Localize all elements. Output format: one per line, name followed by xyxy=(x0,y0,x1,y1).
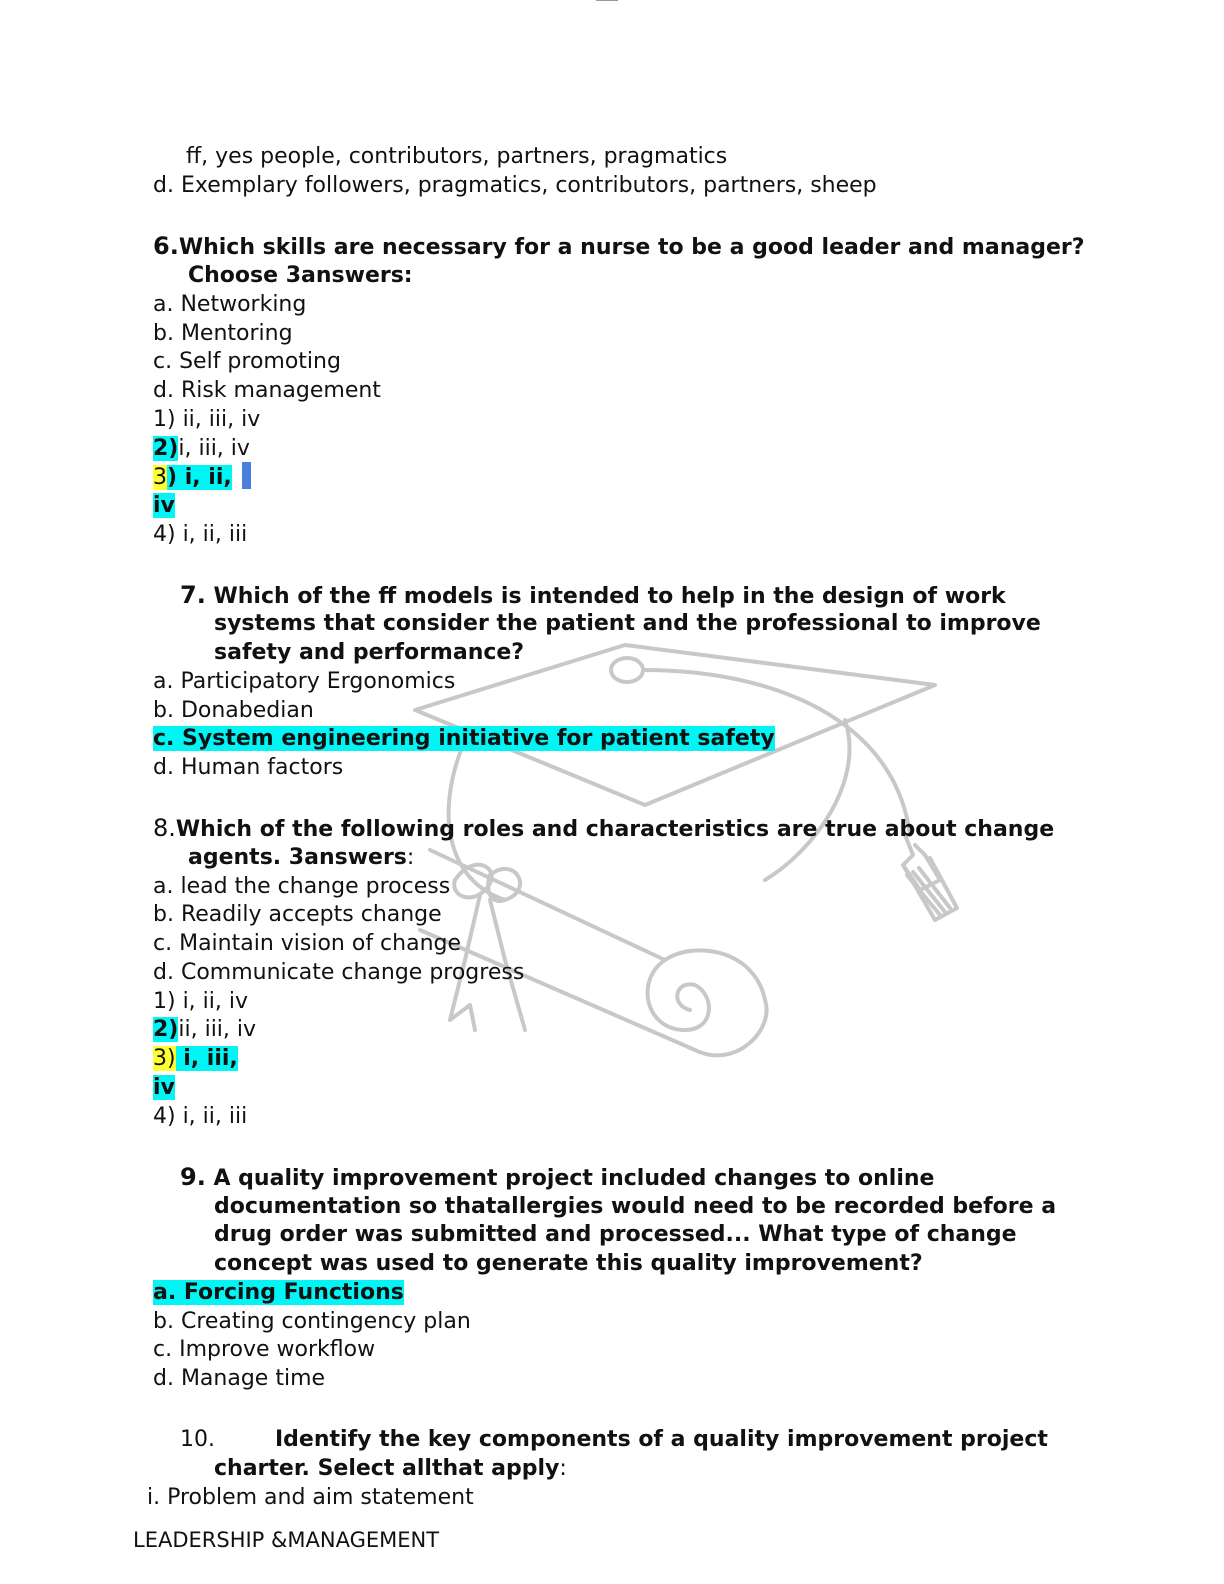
q7-option-d: d. Human factors xyxy=(153,755,344,780)
question-10-line-1: Identify the key components of a quality improvement project xyxy=(275,1427,1048,1452)
q9-option-a-answer xyxy=(153,1278,404,1307)
q8-choice-3-wrap xyxy=(153,1073,175,1102)
q6-choice-3-wrap xyxy=(153,491,175,520)
question-9-line-4: concept was used to generate this quality improvement? xyxy=(214,1251,923,1276)
question-8-text-line-2: agents. 3answers xyxy=(188,845,407,870)
q7-option-a: a. Participatory Ergonomics xyxy=(153,669,456,694)
question-8-line-1 xyxy=(153,814,1054,844)
q8-choice-3-wrap-text: iv xyxy=(153,1075,175,1100)
question-9-line-2: documentation so thatallergies would need to be recorded before a xyxy=(214,1194,1057,1219)
q6-option-c: c. Self promoting xyxy=(153,349,341,374)
q6-option-b: b. Mentoring xyxy=(153,321,293,346)
q8-choice-3 xyxy=(153,1044,238,1073)
q10-option-i: i. Problem and aim statement xyxy=(147,1485,474,1510)
q7-option-b: b. Donabedian xyxy=(153,698,314,723)
q6-option-a: a. Networking xyxy=(153,292,307,317)
q6-option-d: d. Risk management xyxy=(153,378,381,403)
q8-choice-2-number: 2) xyxy=(153,1017,179,1042)
q6-choice-2-number: 2) xyxy=(153,436,179,461)
question-8-line-2 xyxy=(188,843,414,872)
q8-choice-3-number: 3) xyxy=(153,1046,176,1071)
question-6-number: 6. xyxy=(153,232,179,260)
question-9-number: 9. xyxy=(180,1163,206,1191)
q6-choice-1: 1) ii, iii, iv xyxy=(153,407,261,432)
question-10-number: 10. xyxy=(180,1427,215,1452)
question-7-text: Which of the ff models is intended to help in the design of work xyxy=(213,584,1006,609)
q9-option-a-text: a. Forcing Functions xyxy=(153,1280,404,1305)
q6-choice-2-text: i, iii, iv xyxy=(178,436,250,461)
question-6-line-1 xyxy=(153,232,1084,262)
question-10-line-2 xyxy=(214,1454,567,1483)
question-8-text: Which of the following roles and characteristics are true about change xyxy=(175,817,1055,842)
q8-choice-2-text: ii, iii, iv xyxy=(178,1017,257,1042)
q7-option-c-text: c. System engineering initiative for patient safety xyxy=(153,726,775,751)
q6-choice-3-answer: i, ii, xyxy=(177,465,232,490)
q8-choice-4: 4) i, ii, iii xyxy=(153,1104,248,1129)
q6-choice-4: 4) i, ii, iii xyxy=(153,522,248,547)
previous-option-d: d. Exemplary followers, pragmatics, contributors, partners, sheep xyxy=(153,173,877,198)
question-9-line-3: drug order was submitted and processed... What type of change xyxy=(214,1222,1017,1247)
q6-choice-3 xyxy=(153,462,251,492)
question-7-line-2: systems that consider the patient and the professional to improve xyxy=(214,611,1041,636)
q9-option-c: c. Improve workflow xyxy=(153,1337,376,1362)
q8-option-c: c. Maintain vision of change xyxy=(153,931,462,956)
text-cursor xyxy=(242,462,251,489)
graduation-cap-diploma-icon xyxy=(395,600,975,1100)
q9-option-d: d. Manage time xyxy=(153,1366,326,1391)
question-10-text-line-2: charter. Select allthat apply xyxy=(214,1456,560,1481)
question-6-line-2: Choose 3answers: xyxy=(188,263,413,288)
q8-choice-1: 1) i, ii, iv xyxy=(153,989,249,1014)
question-9-text: A quality improvement project included changes to online xyxy=(213,1166,935,1191)
q9-option-b: b. Creating contingency plan xyxy=(153,1309,471,1334)
question-6-text: Which skills are necessary for a nurse to be a good leader and manager? xyxy=(178,235,1085,260)
q6-choice-3-paren: ) xyxy=(167,465,178,490)
question-9-line-1 xyxy=(180,1163,934,1193)
q6-choice-3-wrap-text: iv xyxy=(153,493,175,518)
question-10-colon: : xyxy=(559,1456,567,1481)
q6-choice-2 xyxy=(153,434,250,463)
question-7-number: 7. xyxy=(180,581,206,609)
question-8-colon: : xyxy=(406,845,415,870)
q8-choice-2 xyxy=(153,1015,256,1044)
question-7-line-3: safety and performance? xyxy=(214,640,525,665)
top-page-mark xyxy=(596,0,618,3)
q8-option-b: b. Readily accepts change xyxy=(153,902,442,927)
q8-option-d: d. Communicate change progress xyxy=(153,960,525,985)
q8-option-a: a. lead the change process xyxy=(153,874,451,899)
question-8-number: 8. xyxy=(153,814,176,842)
q7-option-c-answer xyxy=(153,724,775,753)
previous-option-c-continued: ff, yes people, contributors, partners, pragmatics xyxy=(186,144,728,169)
q6-choice-3-number: 3 xyxy=(153,465,167,490)
page-footer: LEADERSHIP &MANAGEMENT xyxy=(133,1528,440,1552)
q8-choice-3-answer: i, iii, xyxy=(175,1046,238,1071)
question-7-line-1 xyxy=(180,581,1006,611)
